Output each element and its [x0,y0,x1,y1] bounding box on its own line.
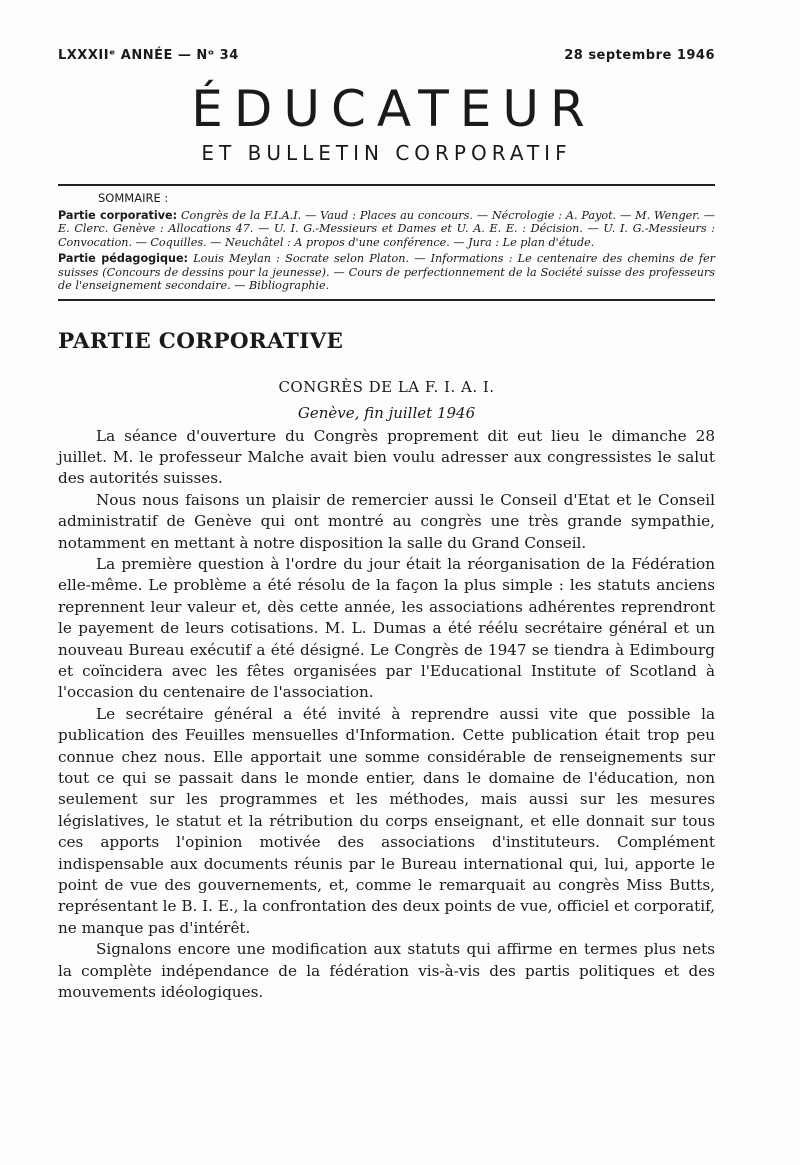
summary-corporative-label: Partie corporative: [58,208,178,222]
article-body [58,426,715,1004]
journal-title: ÉDUCATEUR [191,80,596,138]
issue-number: LXXXIIᵉ ANNÉE — Nᵒ 34 [58,48,239,63]
journal-subtitle: ET BULLETIN CORPORATIF [201,141,572,165]
summary-corporative-text: Congrès de la F.I.A.I. — Vaud : Places au concours. — Nécrologie : A. Payot. — M. Wenger. — E. Clerc. Genève : Allocations 47. — U. I. G.-Messieurs et Dames et U. A. E. E. : Décision. — U. I. G.-Messieurs : Convocation. — Coquilles. — Neuchâtel : A propos d'une conférence. — Jura : Le plan d'étude. [58,208,715,249]
article-paragraph: Signalons encore une modification aux statuts qui affirme en termes plus nets la complète indépendance de la fédération vis-à-vis des partis politiques et des mouvements idéologiques. [58,940,715,1002]
article-paragraph: La première question à l'ordre du jour était la réorganisation de la Fédération elle-même. Le problème a été résolu de la façon la plus simple : les statuts anciens reprennent leur valeur et, dès cette année, les associations adhérentes reprendront le payement de leurs cotisations. M. L. Dumas a été réélu secrétaire général et un nouveau Bureau exécutif a été désigné. Le Congrès de 1947 se tiendra à Edimbourg et coïncidera avec les fêtes organisées par l'Educational Institute of Scotland à l'occasion du centenaire de l'association. [58,554,715,702]
summary-heading: SOMMAIRE : [98,191,169,205]
journal-page [58,48,715,1003]
article-paragraph: La séance d'ouverture du Congrès proprement dit eut lieu le dimanche 28 juillet. M. le professeur Malche avait bien voulu adresser aux congressistes le salut des autorités suisses. [58,426,715,488]
summary-pedagogique [58,252,715,293]
issue-header [58,48,715,70]
summary-pedagogique-text: Louis Meylan : Socrate selon Platon. — Informations : Le centenaire des chemins de fer suisses (Concours de dessins pour la jeunesse). — Cours de perfectionnement de la Société suisse des professeurs de l'enseignement secondaire. — Bibliographie. [58,252,716,292]
issue-date: 28 septembre 1946 [564,48,715,63]
article-paragraph: Nous nous faisons un plaisir de remercier aussi le Conseil d'Etat et le Conseil administratif de Genève qui ont montré au congrès une très grande sympathie, notamment en mettant à notre disposition la salle du Grand Conseil. [58,490,715,552]
section-title: PARTIE CORPORATIVE [58,328,344,354]
summary-box [58,186,715,299]
divider-bottom [58,299,715,301]
summary-corporative [58,209,715,250]
article-subtitle: Genève, fin juillet 1946 [297,403,476,422]
summary-pedagogique-label: Partie pédagogique: [58,252,189,265]
article-paragraph: Le secrétaire général a été invité à reprendre aussi vite que possible la publication des Feuilles mensuelles d'Information. Cette publication était trop peu connue chez nous. Elle apportait une somme considérable de renseignements sur tout ce qui se passait dans le monde entier, dans le domaine de l'éducation, non seulement sur les programmes et les méthodes, mais aussi sur les mesures législatives, le statut et la rétribution du corps enseignant, et elle donnait sur tous ces apports l'opinion motivée des associations d'instituteurs. Complément indispensable aux documents réunis par le Bureau international qui, lui, apporte le point de vue des gouvernements, et, comme le remarquait au congrès Miss Butts, représentant le B. I. E., la confrontation des deux points de vue, officiel et corporatif, ne manque pas d'intérêt. [58,704,715,937]
article-title: CONGRÈS DE LA F. I. A. I. [278,377,495,396]
